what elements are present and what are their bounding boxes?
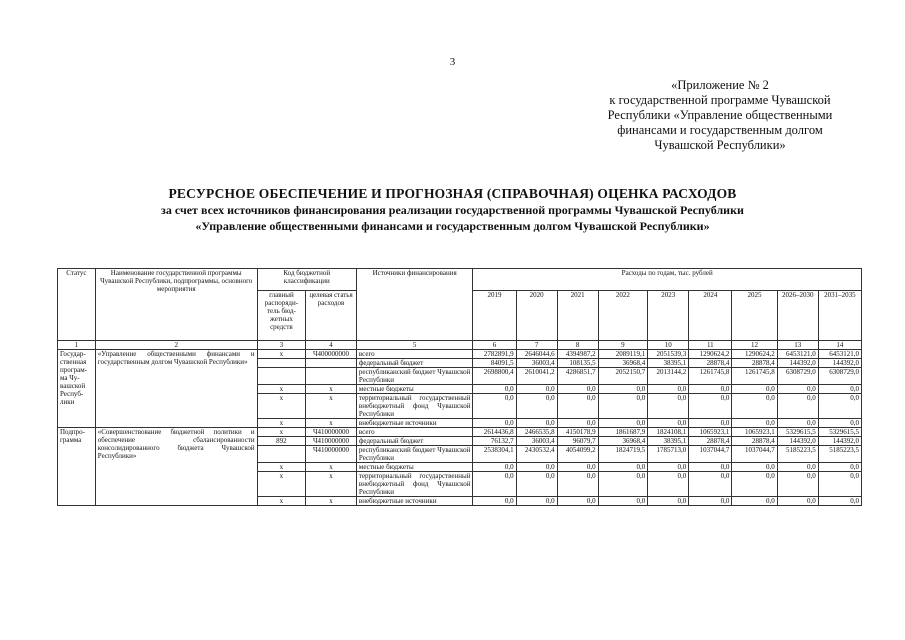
value-cell: 2538304,1 [473,446,516,463]
value-cell: 144392,0 [818,359,861,368]
header-year: 2024 [689,291,732,341]
column-number: 10 [648,341,689,350]
value-cell: 6308729,0 [777,368,818,385]
value-cell: 0,0 [689,394,732,419]
value-cell: 2698800,4 [473,368,516,385]
value-cell: 76132,7 [473,437,516,446]
column-number: 13 [777,341,818,350]
value-cell: 144392,0 [818,437,861,446]
header-status: Статус [58,269,96,341]
value-cell: 0,0 [689,385,732,394]
header-main-manager: главный распоряди-тель бюд-жетных средств [257,291,306,341]
value-cell: 0,0 [777,419,818,428]
value-cell: 0,0 [557,385,598,394]
target-article-cell: x [306,463,357,472]
value-cell: 2430532,4 [516,446,557,463]
value-cell: 36968,4 [598,359,648,368]
target-article-cell: Ч400000000 [306,350,357,359]
main-manager-cell: x [257,419,306,428]
value-cell: 0,0 [557,472,598,497]
source-cell: местные бюджеты [356,463,473,472]
target-article-cell [306,368,357,385]
source-cell: республиканский бюджет Чувашской Республики [356,446,473,463]
appendix-line: Чувашской Республики» [654,138,786,152]
value-cell: 2013144,2 [648,368,689,385]
target-article-cell: Ч410000000 [306,428,357,437]
value-cell: 84091,5 [473,359,516,368]
value-cell: 0,0 [818,472,861,497]
title-line: РЕСУРСНОЕ ОБЕСПЕЧЕНИЕ И ПРОГНОЗНАЯ (СПРАВОЧНАЯ) ОЦЕНКА РАСХОДОВ [168,186,737,201]
header-expenses: Расходы по годам, тыс. рублей [473,269,862,291]
header-year: 2020 [516,291,557,341]
value-cell: 0,0 [648,472,689,497]
appendix-line: Республики «Управление общественными [607,108,833,122]
source-cell: федеральный бюджет [356,437,473,446]
value-cell: 2614436,8 [473,428,516,437]
value-cell: 0,0 [818,394,861,419]
value-cell: 2089119,1 [598,350,648,359]
value-cell: 0,0 [516,497,557,506]
value-cell: 1290624,2 [732,350,777,359]
main-manager-cell: x [257,385,306,394]
column-number: 4 [306,341,357,350]
source-cell: внебюджетные источники [356,497,473,506]
value-cell: 4286851,7 [557,368,598,385]
value-cell: 144392,0 [777,359,818,368]
document-title [40,186,865,234]
source-cell: республиканский бюджет Чувашской Республики [356,368,473,385]
value-cell: 0,0 [689,463,732,472]
value-cell: 2466535,8 [516,428,557,437]
column-number: 7 [516,341,557,350]
value-cell: 5185223,5 [777,446,818,463]
value-cell: 0,0 [598,472,648,497]
column-number: 2 [95,341,257,350]
value-cell: 6308729,0 [818,368,861,385]
column-number: 6 [473,341,516,350]
appendix-note [560,78,880,153]
value-cell: 0,0 [818,419,861,428]
value-cell: 0,0 [818,463,861,472]
value-cell: 28878,4 [732,437,777,446]
main-manager-cell: x [257,497,306,506]
column-number: 12 [732,341,777,350]
value-cell: 0,0 [557,463,598,472]
value-cell: 1065923,1 [689,428,732,437]
value-cell: 0,0 [648,385,689,394]
row-status: Подпро-грамма [58,428,96,506]
value-cell: 0,0 [648,497,689,506]
value-cell: 28878,4 [689,359,732,368]
title-line: за счет всех источников финансирования реализации государственной программы Чувашской Республики [161,203,744,217]
value-cell: 108135,5 [557,359,598,368]
row-name: «Совершенствование бюджетной политики и обеспечение сбалансированности консолидированного бюджета Чувашской Республики» [95,428,257,506]
source-cell: всего [356,428,473,437]
value-cell: 4150178,9 [557,428,598,437]
value-cell: 2610041,2 [516,368,557,385]
main-manager-cell: x [257,463,306,472]
value-cell: 0,0 [598,419,648,428]
value-cell: 0,0 [516,419,557,428]
header-year: 2026–2030 [777,291,818,341]
header-name: Наименование государственной программы Чувашской Республики, подпрограммы, основного мероприятия [95,269,257,341]
table-body [58,341,862,506]
header-year: 2021 [557,291,598,341]
value-cell: 0,0 [557,394,598,419]
source-cell: территориальный государственный внебюджетный фонд Чувашской Республики [356,472,473,497]
value-cell: 0,0 [473,419,516,428]
value-cell: 1824108,1 [648,428,689,437]
value-cell: 1785713,0 [648,446,689,463]
value-cell: 2052150,7 [598,368,648,385]
value-cell: 2646044,6 [516,350,557,359]
value-cell: 6453121,0 [777,350,818,359]
value-cell: 0,0 [516,394,557,419]
column-number: 3 [257,341,306,350]
value-cell: 1037044,7 [732,446,777,463]
appendix-line: «Приложение № 2 [671,78,769,92]
column-number-row [58,341,862,350]
value-cell: 0,0 [516,385,557,394]
value-cell: 0,0 [598,497,648,506]
value-cell: 96079,7 [557,437,598,446]
value-cell: 0,0 [689,497,732,506]
value-cell: 2051539,3 [648,350,689,359]
value-cell: 0,0 [777,385,818,394]
value-cell: 5185223,5 [818,446,861,463]
value-cell: 28878,4 [732,359,777,368]
target-article-cell: x [306,394,357,419]
main-manager-cell [257,446,306,463]
resource-table [57,268,862,506]
main-manager-cell: x [257,394,306,419]
header-year: 2019 [473,291,516,341]
main-manager-cell: x [257,350,306,359]
value-cell: 0,0 [818,385,861,394]
value-cell: 0,0 [598,385,648,394]
value-cell: 6453121,0 [818,350,861,359]
source-cell: всего [356,350,473,359]
header-year: 2031–2035 [818,291,861,341]
column-number: 1 [58,341,96,350]
value-cell: 38395,1 [648,437,689,446]
main-manager-cell [257,359,306,368]
source-cell: местные бюджеты [356,385,473,394]
title-line: «Управление общественными финансами и государственным долгом Чувашской Республики» [195,219,710,233]
target-article-cell: x [306,419,357,428]
value-cell: 0,0 [473,385,516,394]
value-cell: 0,0 [777,472,818,497]
value-cell: 1861687,9 [598,428,648,437]
value-cell: 0,0 [689,419,732,428]
value-cell: 0,0 [732,472,777,497]
value-cell: 4394987,2 [557,350,598,359]
value-cell: 0,0 [598,394,648,419]
header-year: 2022 [598,291,648,341]
source-cell: федеральный бюджет [356,359,473,368]
column-number: 14 [818,341,861,350]
page-number: 3 [449,56,456,68]
source-cell: внебюджетные источники [356,419,473,428]
table-row [58,350,862,359]
value-cell: 0,0 [648,463,689,472]
value-cell: 0,0 [777,463,818,472]
value-cell: 0,0 [516,472,557,497]
value-cell: 0,0 [732,385,777,394]
target-article-cell: Ч410000000 [306,437,357,446]
value-cell: 0,0 [557,497,598,506]
value-cell: 1261745,8 [689,368,732,385]
value-cell: 0,0 [516,463,557,472]
main-manager-cell [257,368,306,385]
value-cell: 0,0 [689,472,732,497]
target-article-cell: x [306,472,357,497]
value-cell: 0,0 [732,497,777,506]
value-cell: 0,0 [557,419,598,428]
value-cell: 0,0 [732,463,777,472]
header-year: 2025 [732,291,777,341]
appendix-line: финансами и государственным долгом [617,123,823,137]
main-manager-cell: x [257,472,306,497]
value-cell: 1065923,1 [732,428,777,437]
value-cell: 0,0 [648,419,689,428]
value-cell: 36968,4 [598,437,648,446]
value-cell: 0,0 [732,394,777,419]
value-cell: 28878,4 [689,437,732,446]
value-cell: 1290624,2 [689,350,732,359]
value-cell: 1824719,5 [598,446,648,463]
appendix-line: к государственной программе Чувашской [609,93,831,107]
main-manager-cell: 892 [257,437,306,446]
row-name: «Управление общественными финансами и государственным долгом Чувашской Республики» [95,350,257,428]
table-row [58,428,862,437]
value-cell: 38395,1 [648,359,689,368]
target-article-cell: Ч410000000 [306,446,357,463]
value-cell: 0,0 [473,497,516,506]
value-cell: 144392,0 [777,437,818,446]
value-cell: 0,0 [473,394,516,419]
value-cell: 5329615,5 [818,428,861,437]
value-cell: 0,0 [818,497,861,506]
column-number: 5 [356,341,473,350]
target-article-cell: x [306,497,357,506]
value-cell: 0,0 [473,463,516,472]
value-cell: 0,0 [732,419,777,428]
value-cell: 5329615,5 [777,428,818,437]
value-cell: 1037044,7 [689,446,732,463]
target-article-cell: x [306,385,357,394]
value-cell: 0,0 [777,497,818,506]
header-target-article: целевая статья расходов [306,291,357,341]
value-cell: 1261745,8 [732,368,777,385]
header-sources: Источники финансирования [356,269,473,341]
value-cell: 4054099,2 [557,446,598,463]
source-cell: территориальный государственный внебюджетный фонд Чувашской Республики [356,394,473,419]
header-budget-code: Код бюджетной классификации [257,269,356,291]
value-cell: 2782891,9 [473,350,516,359]
value-cell: 0,0 [648,394,689,419]
column-number: 11 [689,341,732,350]
value-cell: 0,0 [598,463,648,472]
main-manager-cell: x [257,428,306,437]
header-year: 2023 [648,291,689,341]
value-cell: 0,0 [777,394,818,419]
row-status: Государ-ственная програм-ма Чу-вашской Респуб-лики [58,350,96,428]
value-cell: 36003,4 [516,437,557,446]
target-article-cell [306,359,357,368]
value-cell: 0,0 [473,472,516,497]
column-number: 9 [598,341,648,350]
value-cell: 36003,4 [516,359,557,368]
column-number: 8 [557,341,598,350]
